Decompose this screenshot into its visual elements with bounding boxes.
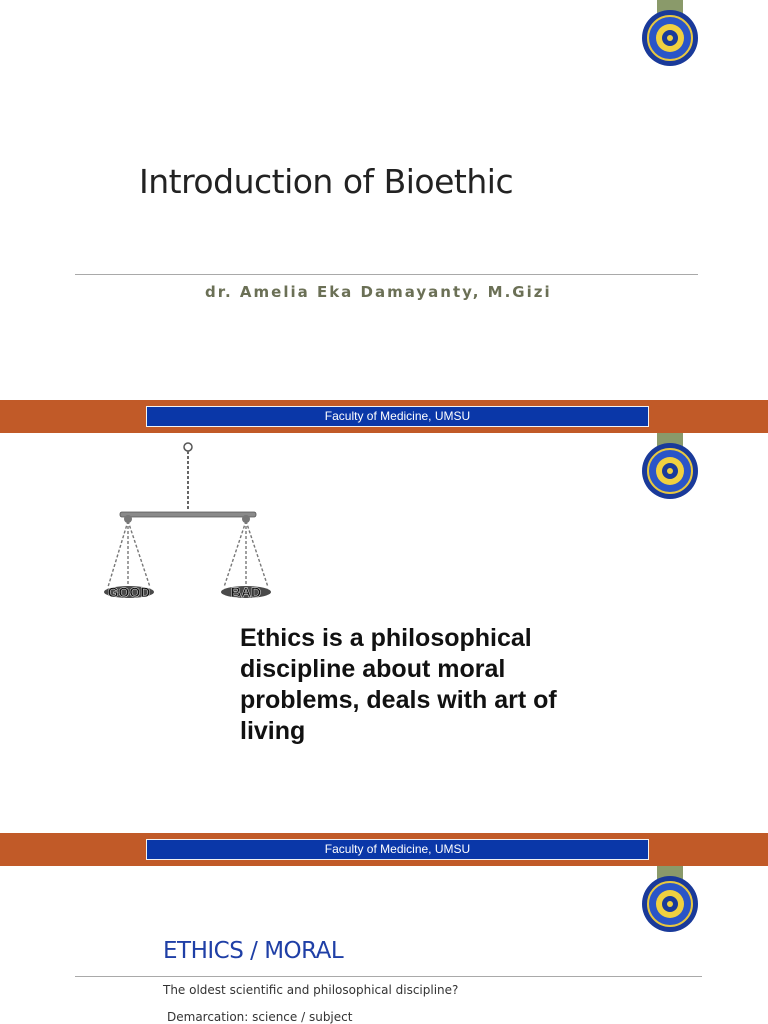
slide-title-text: Introduction of Bioethic bbox=[139, 162, 514, 201]
slide-title bbox=[0, 0, 768, 400]
footer-bar bbox=[0, 833, 768, 866]
footer-bar bbox=[0, 400, 768, 433]
scale-bad-label: BAD bbox=[230, 584, 262, 599]
balance-scale-icon bbox=[96, 439, 286, 604]
bullet-item: The oldest scientific and philosophical discipline? bbox=[163, 983, 459, 997]
title-divider bbox=[75, 274, 698, 275]
footer-label: Faculty of Medicine, UMSU bbox=[146, 406, 649, 427]
bullet-item: Demarcation: science / subject bbox=[167, 1010, 353, 1024]
slide-heading: ETHICS / MORAL bbox=[163, 938, 344, 964]
slide-ethics-moral bbox=[0, 866, 768, 1024]
ethics-definition-text: Ethics is a philosophical discipline about moral problems, deals with art of living bbox=[240, 624, 557, 745]
university-logo-icon bbox=[637, 433, 703, 505]
slide-ethics-definition bbox=[0, 433, 768, 833]
university-logo-icon bbox=[637, 0, 703, 72]
author-name: dr. Amelia Eka Damayanty, M.Gizi bbox=[205, 283, 552, 301]
footer-label: Faculty of Medicine, UMSU bbox=[146, 839, 649, 860]
university-logo-icon bbox=[637, 866, 703, 938]
heading-divider bbox=[75, 976, 702, 977]
scale-good-label: GOOD bbox=[107, 584, 151, 599]
